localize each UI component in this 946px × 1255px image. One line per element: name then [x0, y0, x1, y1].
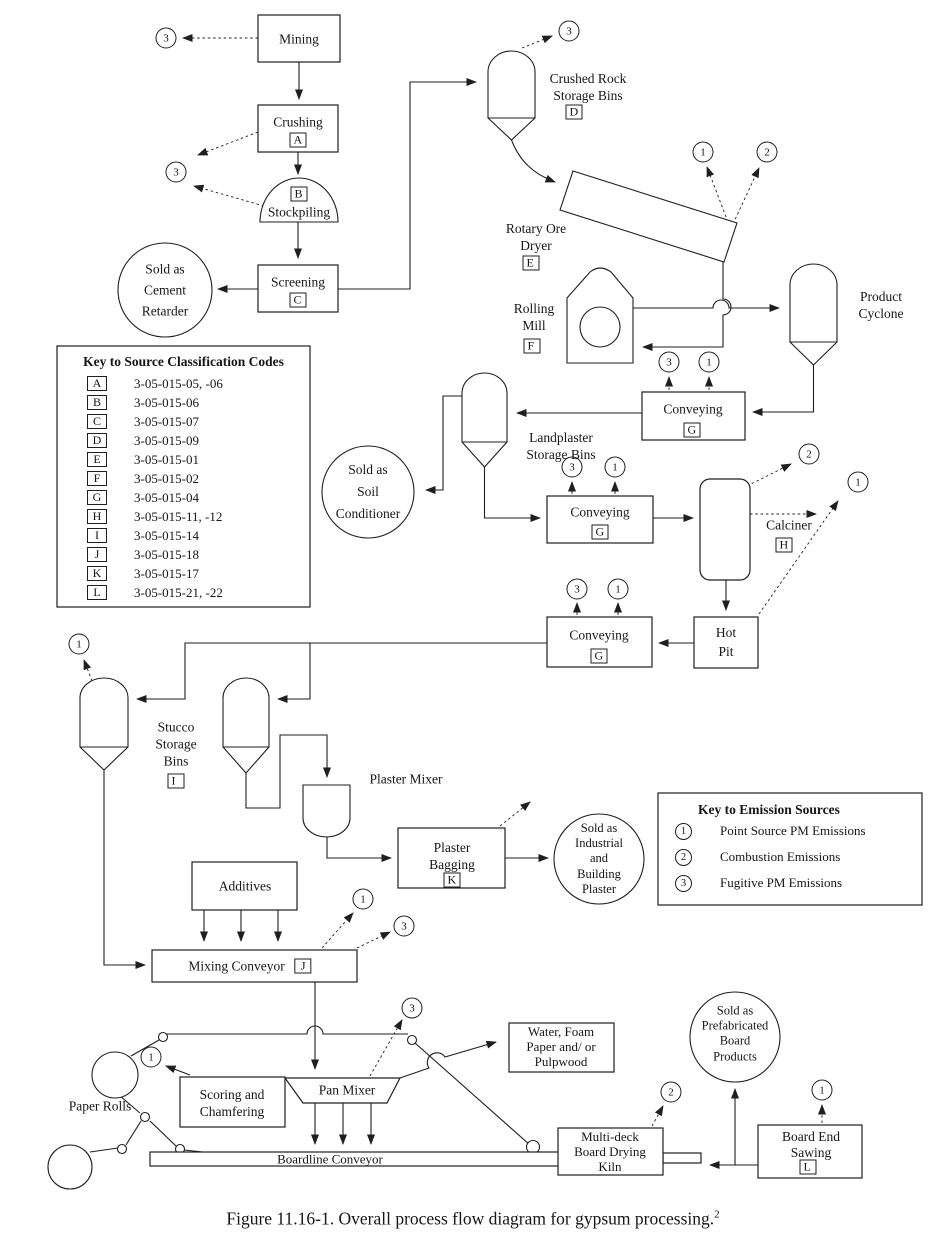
rotary-dryer-label: Rotary Ore Dryer [505, 221, 567, 253]
emission-marker: 3 [574, 583, 580, 596]
mixing-conveyor-label: Mixing Conveyor J [188, 958, 311, 975]
emission-marker: 3 [409, 1002, 415, 1015]
sold-board-label: Sold as Prefabricated Board Products [701, 1003, 769, 1064]
scc-key-row: L 3-05-015-21, -22 [57, 583, 310, 602]
rolling-mill-body [567, 268, 633, 363]
crushed-rock-bins-label: Crushed Rock Storage Bins [549, 71, 627, 103]
scc-key-row: J 3-05-015-18 [57, 545, 310, 564]
emission-marker: 1 [612, 461, 618, 474]
scc-code: H [87, 509, 107, 524]
scc-key [57, 346, 310, 607]
crushing-label: Crushing [273, 114, 323, 130]
scc-key-row: H 3-05-015-11, -12 [57, 507, 310, 526]
sold-soil-label: Sold as Soil Conditioner [335, 462, 401, 521]
emission-marker: 1 [819, 1084, 825, 1097]
calciner-label: Calciner [766, 517, 812, 533]
caption-footnote-ref: 2 [714, 1208, 720, 1221]
paper-roll-top [92, 1052, 138, 1098]
scc-code: E [87, 452, 107, 467]
crushed-rock-bin-silo [488, 51, 535, 140]
emission-marker: 1 [360, 893, 366, 906]
emission-marker: 2 [668, 1086, 674, 1099]
emission-marker: 1 [855, 476, 861, 489]
scc-code: D [87, 433, 107, 448]
scc-code: B [87, 395, 107, 410]
landplaster-bins-label: Landplaster Storage Bins [526, 430, 596, 462]
stockpiling-label: Stockpiling [267, 204, 331, 220]
emission-marker: 3 [569, 461, 575, 474]
scc-key-row: E 3-05-015-01 [57, 450, 310, 469]
conveying1-code: G [684, 423, 701, 438]
additives-label: Additives [218, 878, 272, 894]
scc-key-row: I 3-05-015-14 [57, 526, 310, 545]
rolling-mill-label: Rolling Mill [513, 301, 555, 333]
emission-key-row: 3 Fugitive PM Emissions [675, 870, 922, 896]
water-foam-label: Water, Foam Paper and/ or Pulpwood [526, 1024, 596, 1070]
emission-key-num: 2 [675, 849, 692, 866]
emission-key-title: Key to Emission Sources [698, 802, 840, 817]
scc-code: K [87, 566, 107, 581]
conveying3-code: G [591, 649, 608, 664]
crushing-code: A [290, 133, 307, 148]
emission-marker: 1 [700, 146, 706, 159]
product-cyclone-label: Product Cyclone [858, 289, 904, 321]
emission-marker: 1 [615, 583, 621, 596]
mixing-conveyor-code: J [295, 959, 312, 974]
stockpiling-code: B [291, 187, 308, 202]
sold-cement-label: Sold as Cement Retarder [141, 261, 189, 319]
crushed-rock-bins-code: D [566, 105, 583, 120]
scc-code: I [87, 528, 107, 543]
stucco-bins-code: I [168, 774, 185, 789]
drying-kiln-label: Multi-deck Board Drying Kiln [574, 1129, 646, 1175]
scc-code: C [87, 414, 107, 429]
emission-key-num: 1 [675, 823, 692, 840]
scc-key-row: F 3-05-015-02 [57, 469, 310, 488]
emission-marker: 1 [706, 356, 712, 369]
emission-key [658, 793, 922, 905]
calciner-code: H [776, 538, 793, 553]
scc-code: G [87, 490, 107, 505]
plaster-mixer-body [303, 785, 350, 837]
emission-marker: 3 [163, 32, 169, 45]
emission-marker: 3 [566, 25, 572, 38]
stucco-bins-label: Stucco Storage Bins [155, 719, 197, 769]
scc-code: A [87, 376, 107, 391]
conveying2-code: G [592, 525, 609, 540]
stucco-bin-left-silo [80, 678, 128, 770]
calciner-body [700, 479, 750, 580]
mining-label: Mining [279, 31, 319, 47]
product-cyclone-body [790, 264, 837, 365]
board-end-sawing-label: Board End Sawing [781, 1129, 841, 1160]
emission-marker: 3 [666, 356, 672, 369]
scc-code: J [87, 547, 107, 562]
sold-plaster-label: Sold as Industrial and Building Plaster [575, 820, 623, 896]
kiln-outlet-segment [663, 1153, 701, 1163]
pan-mixer-label: Pan Mixer [318, 1082, 376, 1098]
emission-marker: 1 [148, 1051, 154, 1064]
scc-key-row: G 3-05-015-04 [57, 488, 310, 507]
emission-marker: 3 [173, 166, 179, 179]
plaster-bagging-label: Plaster Bagging [429, 840, 475, 872]
plaster-bagging-code: K [444, 873, 461, 888]
scc-key-row: A 3-05-015-05, -06 [57, 374, 310, 393]
scc-key-title: Key to Source Classification Codes [83, 354, 284, 369]
landplaster-bin-silo [462, 373, 507, 467]
rotary-dryer-body [560, 171, 737, 262]
conveying1-label: Conveying [663, 401, 723, 417]
screening-label: Screening [271, 274, 325, 290]
emission-key-row: 1 Point Source PM Emissions [675, 818, 922, 844]
scc-key-row: C 3-05-015-07 [57, 412, 310, 431]
scc-code: L [87, 585, 107, 600]
scc-key-row: D 3-05-015-09 [57, 431, 310, 450]
emission-marker: 2 [806, 448, 812, 461]
scc-key-row: K 3-05-015-17 [57, 564, 310, 583]
emission-marker: 2 [764, 146, 770, 159]
board-end-sawing-code: L [800, 1160, 817, 1175]
hot-pit-label: Hot Pit [715, 625, 737, 659]
scc-key-row: B 3-05-015-06 [57, 393, 310, 412]
scoring-chamfering-label: Scoring and Chamfering [199, 1087, 265, 1119]
boardline-conveyor-label: Boardline Conveyor [277, 1151, 383, 1167]
paper-rolls-label: Paper Rolls [68, 1098, 132, 1114]
stucco-bin-right-silo [223, 678, 269, 773]
scc-code: F [87, 471, 107, 486]
conveying2-label: Conveying [570, 504, 630, 520]
rotary-dryer-code: E [523, 256, 540, 271]
figure-caption: Figure 11.16-1. Overall process flow diagram for gypsum processing.$^2$ [226, 1208, 720, 1229]
conveying3-label: Conveying [569, 627, 629, 643]
emission-marker: 1 [76, 638, 82, 651]
emission-marker: 3 [401, 920, 407, 933]
emission-key-num: 3 [675, 875, 692, 892]
emission-key-row: 2 Combustion Emissions [675, 844, 922, 870]
rolling-mill-code: F [524, 339, 541, 354]
plaster-mixer-label: Plaster Mixer [369, 771, 443, 787]
screening-code: C [290, 293, 307, 308]
paper-roll-bottom [48, 1145, 92, 1189]
